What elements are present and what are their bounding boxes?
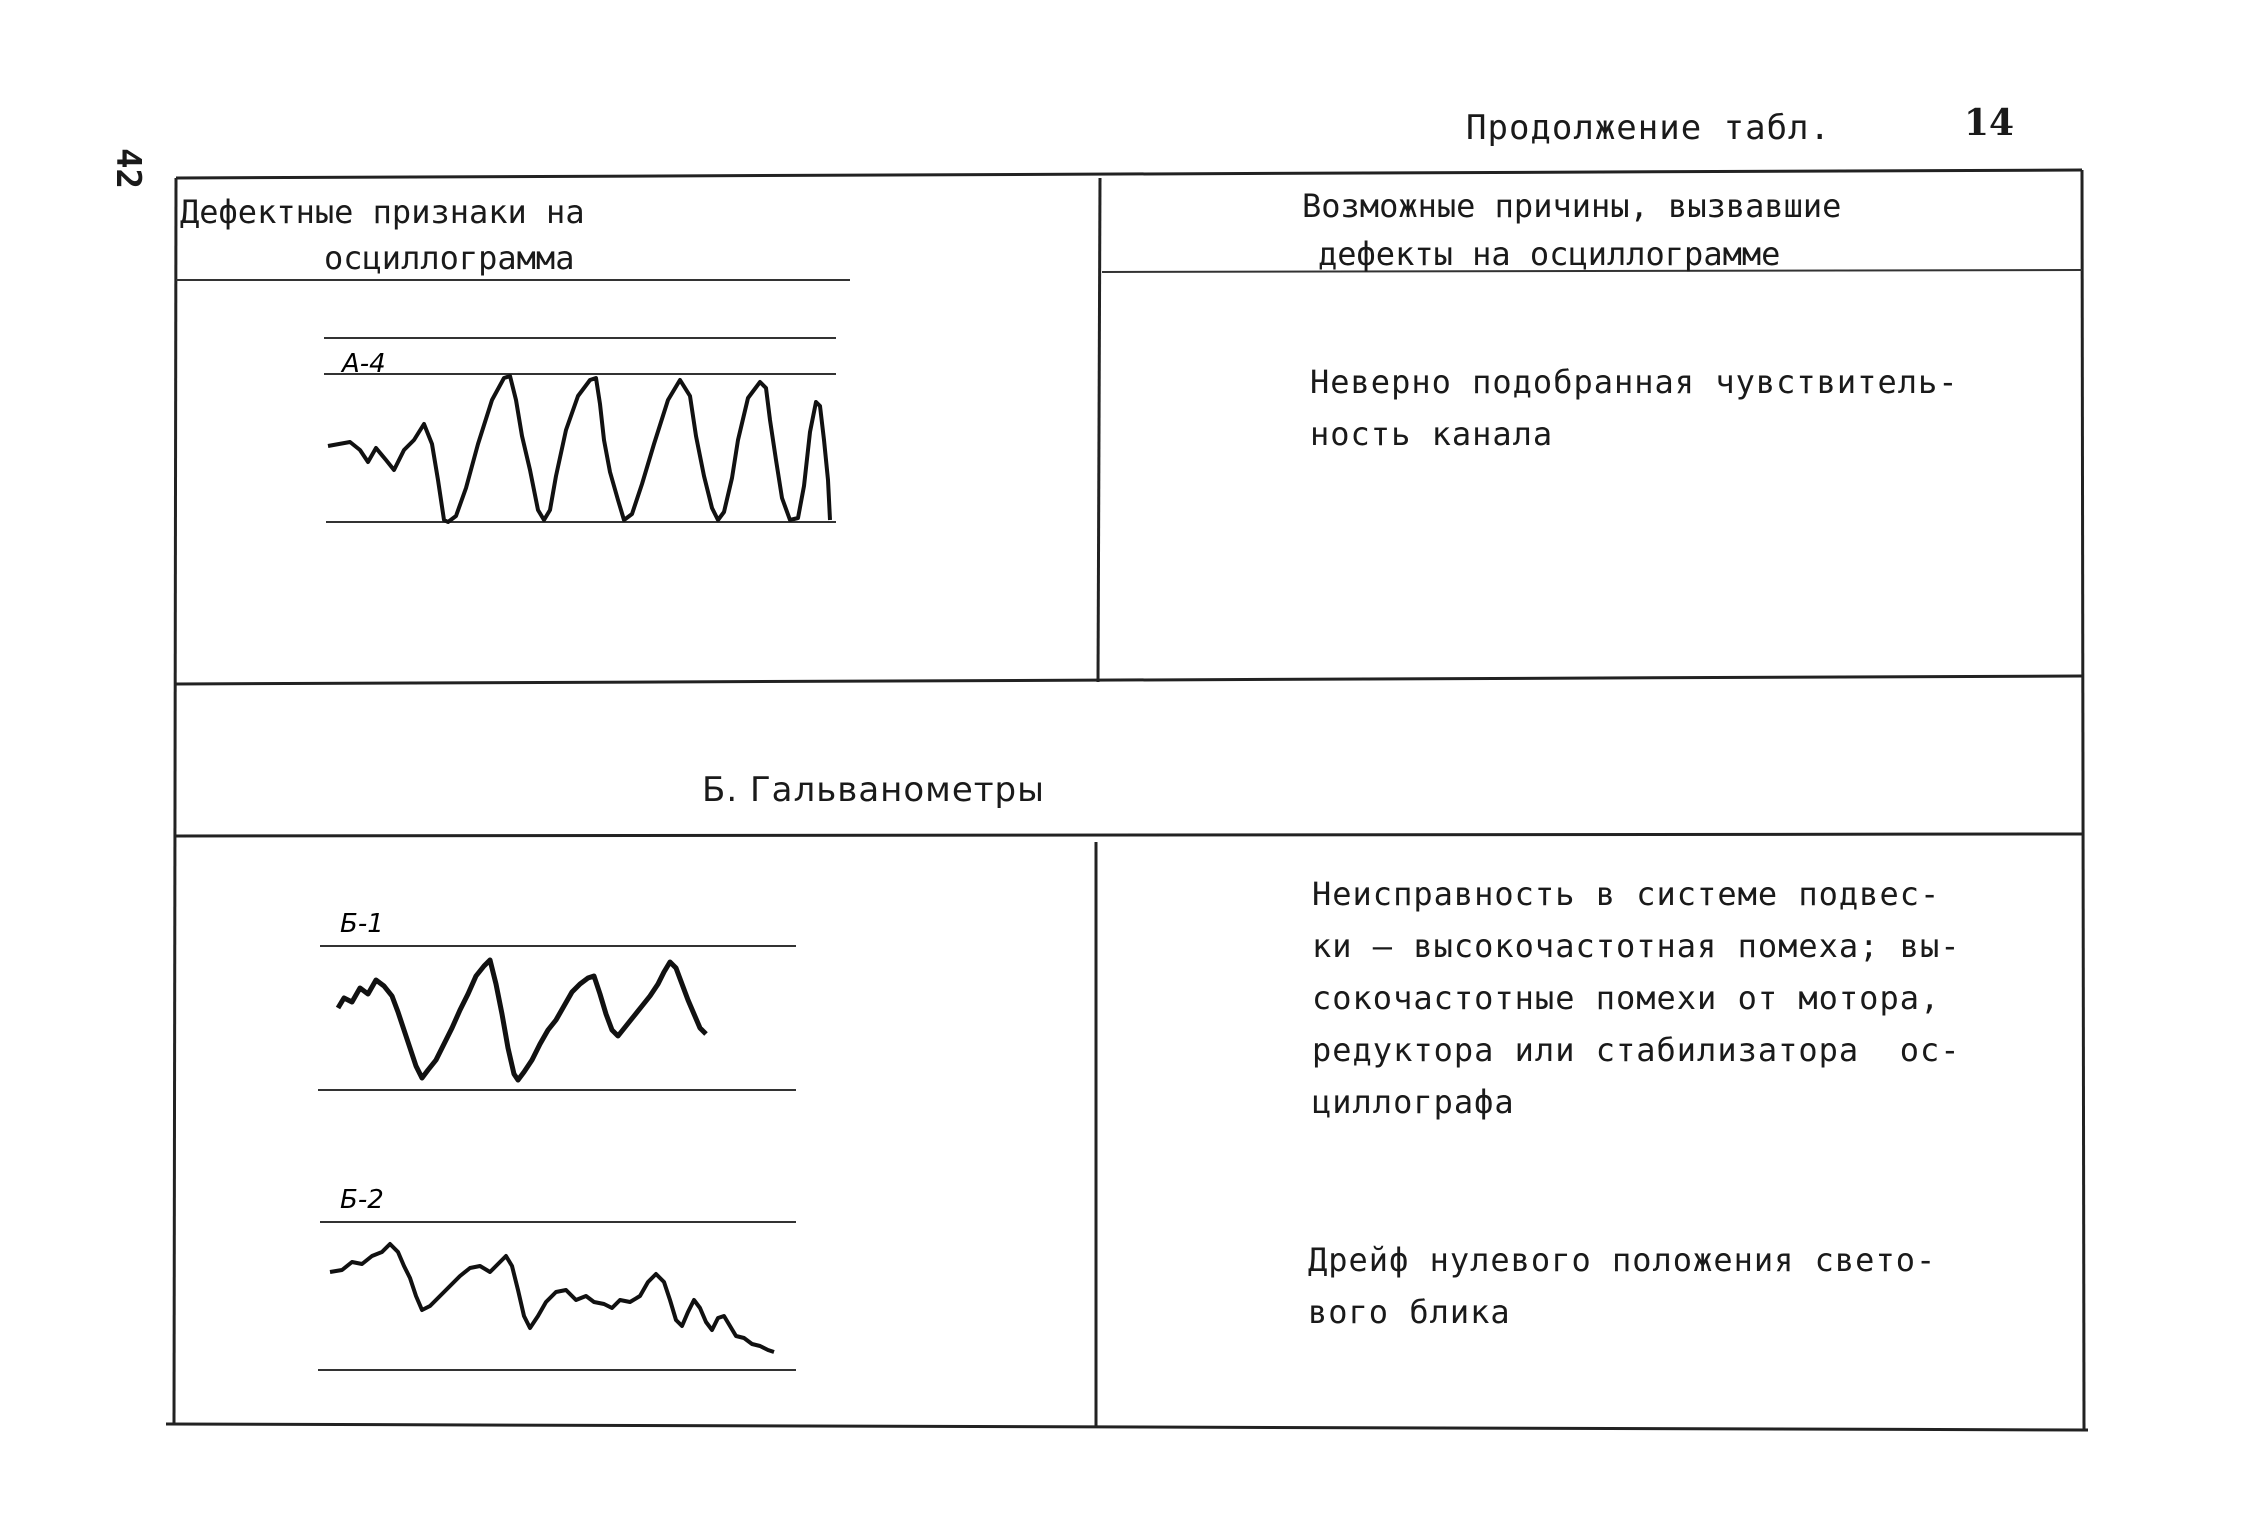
cause-a4-line1: Неверно подобранная чувствитель- [1310, 363, 1959, 401]
oscillogram-label-b2: Б-2 [340, 1185, 384, 1215]
cause-b2-line2: вого блика [1308, 1293, 1511, 1331]
oscillogram-b1 [318, 909, 796, 1090]
section-title: Б. Гальванометры [702, 770, 1045, 810]
oscillogram-label-b1: Б-1 [340, 909, 384, 939]
cause-b1-line2: ки – высокочастотная помеха; вы- [1312, 927, 1961, 965]
header-col2-line1: Возможные причины, вызвавшие [1302, 187, 1842, 225]
row-divider-2 [176, 834, 2082, 836]
cause-b1 [1312, 868, 1961, 1128]
table-number: 14 [1964, 102, 2015, 144]
cause-b1-line4: редуктора или стабилизатора ос- [1312, 1031, 1961, 1069]
cause-b1-line1: Неисправность в системе подвес- [1312, 875, 1941, 913]
cause-b2-line1: Дрейф нулевого положения свето- [1308, 1241, 1937, 1279]
oscillogram-b2 [318, 1185, 796, 1370]
cause-b2 [1308, 1234, 1936, 1338]
header-col2-line2: дефекты на осциллограмме [1318, 235, 1781, 273]
cause-a4 [1310, 356, 1959, 460]
row-divider-1 [176, 676, 2082, 684]
header-col1-line2: осциллограмма [324, 239, 575, 277]
column-divider-top [1098, 178, 1100, 682]
table-continuation-label: Продолжение табл. [1466, 108, 1831, 148]
cause-b1-line5: циллографа [1312, 1083, 1515, 1121]
oscillogram-a4 [324, 338, 836, 522]
page-number: 42 [108, 148, 148, 189]
cause-a4-line2: ность канала [1310, 415, 1554, 453]
header-col1-line1: Дефектные признаки на [180, 193, 585, 231]
oscillogram-label-a4: А-4 [342, 349, 386, 379]
cause-b1-line3: сокочастотные помехи от мотора, [1312, 979, 1941, 1017]
